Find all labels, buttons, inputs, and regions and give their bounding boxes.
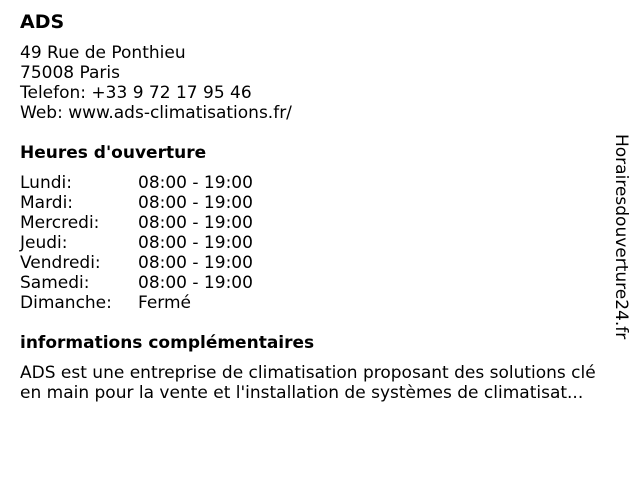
hours-time: 08:00 - 19:00 — [138, 193, 253, 213]
hours-row-friday — [20, 253, 253, 273]
hours-time: 08:00 - 19:00 — [138, 173, 253, 193]
hours-day: Samedi: — [20, 273, 90, 293]
hours-day: Vendredi: — [20, 253, 101, 273]
address-block — [20, 43, 610, 123]
hours-row-thursday — [20, 233, 253, 253]
hours-time: 08:00 - 19:00 — [138, 213, 253, 233]
site-watermark: Horairesdouverture24.fr — [611, 134, 631, 340]
business-name: ADS — [20, 11, 65, 33]
hours-row-wednesday — [20, 213, 253, 233]
hours-time: Fermé — [138, 293, 192, 313]
hours-row-sunday — [20, 293, 253, 313]
business-card — [20, 10, 610, 403]
hours-row-monday — [20, 173, 253, 193]
hours-day: Mercredi: — [20, 213, 100, 233]
hours-time: 08:00 - 19:00 — [138, 233, 253, 253]
hours-time: 08:00 - 19:00 — [138, 273, 253, 293]
hours-row-tuesday — [20, 193, 253, 213]
hours-day: Lundi: — [20, 173, 72, 193]
hours-row-saturday — [20, 273, 253, 293]
address-street: 49 Rue de Ponthieu — [20, 43, 186, 63]
hours-day: Mardi: — [20, 193, 74, 213]
business-description: ADS est une entreprise de climatisation proposant des solutions clé en main pour la vente et l'installation de systèmes de climatisat... — [20, 363, 596, 403]
hours-time: 08:00 - 19:00 — [138, 253, 253, 273]
opening-hours-table — [20, 173, 253, 313]
address-city: 75008 Paris — [20, 63, 120, 83]
website-link[interactable]: Web: www.ads-climatisations.fr/ — [20, 103, 292, 123]
hours-day: Jeudi: — [20, 233, 68, 253]
hours-day: Dimanche: — [20, 293, 112, 313]
additional-info-heading: informations complémentaires — [20, 333, 315, 353]
phone-number: Telefon: +33 9 72 17 95 46 — [20, 83, 252, 103]
opening-hours-heading: Heures d'ouverture — [20, 143, 207, 163]
